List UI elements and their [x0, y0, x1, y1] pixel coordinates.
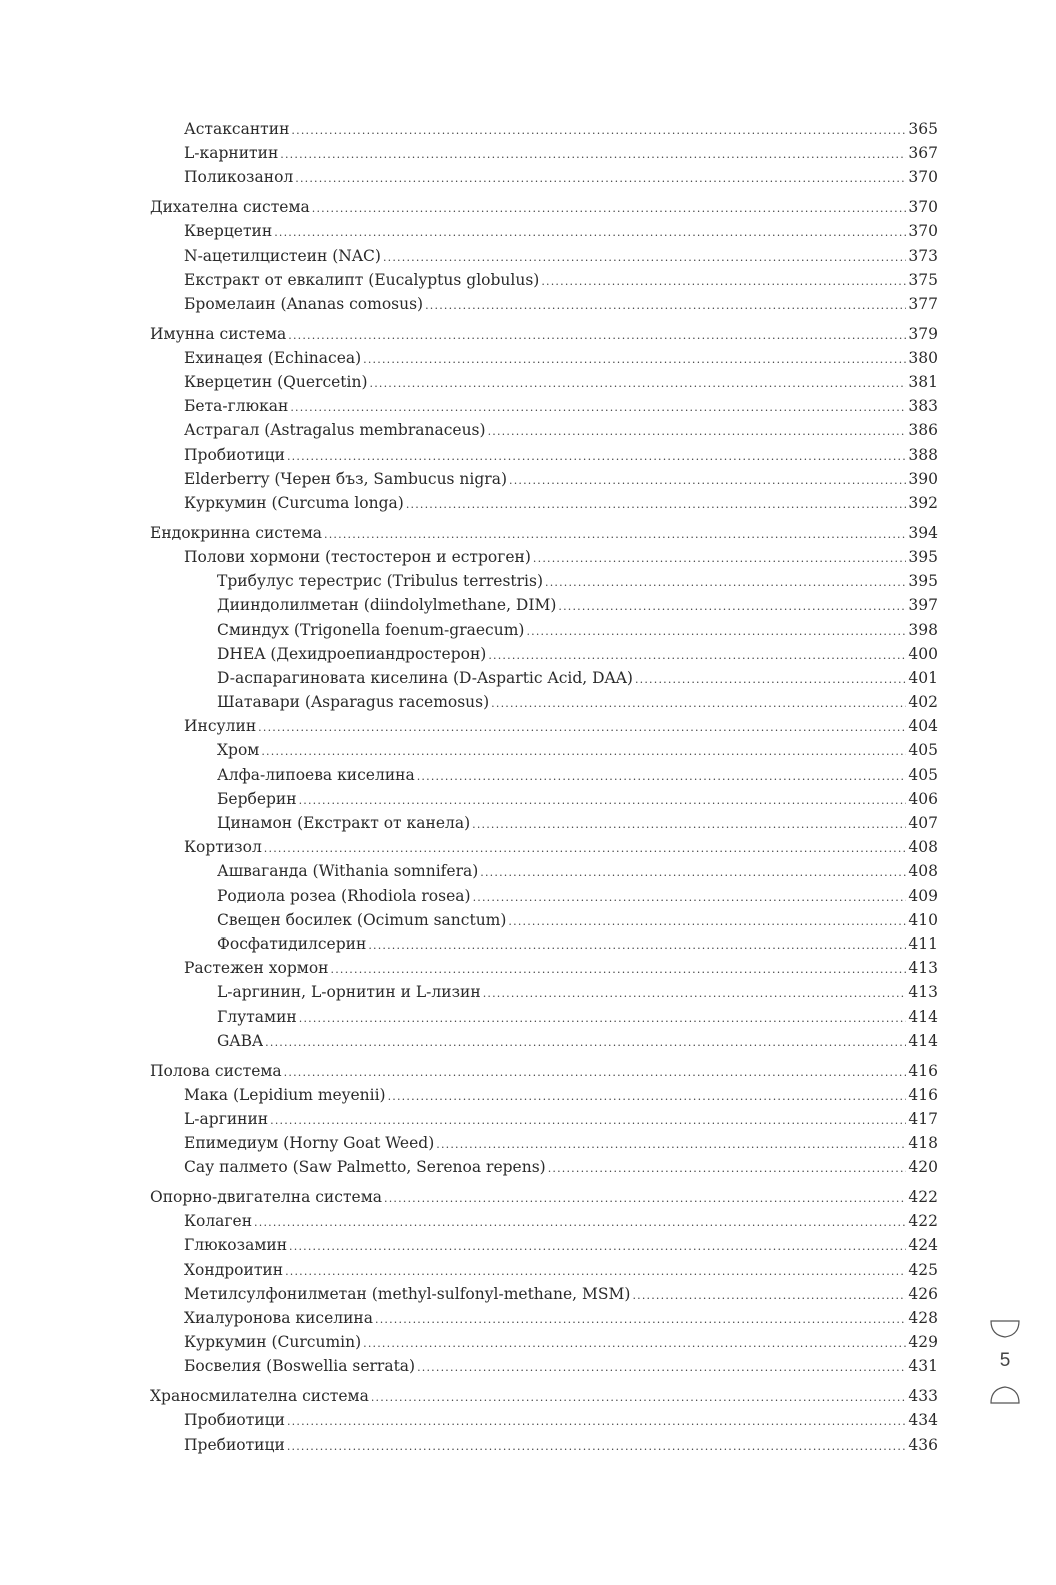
dot-leader: [491, 697, 906, 710]
toc-entry-page: 404: [908, 717, 938, 736]
dot-leader: [254, 1216, 906, 1229]
toc-entry-title: L-карнитин: [184, 144, 279, 163]
toc-entry-title: Хиалуронова киселина: [184, 1308, 374, 1327]
toc-entry-page: 380: [908, 348, 938, 367]
toc-entry-title: Метилсулфонилметан (methyl-sulfonyl-methane, MSM): [184, 1284, 631, 1303]
dot-leader: [508, 915, 906, 928]
toc-entry-title: Кверцетин (Quercetin): [184, 373, 368, 392]
dot-leader: [533, 552, 906, 565]
toc-entry: [150, 1285, 938, 1309]
toc-entry-title: Ехинацея (Echinacea): [184, 348, 362, 367]
dot-leader: [472, 818, 906, 831]
toc-entry: [150, 838, 938, 862]
dot-leader: [331, 963, 907, 976]
toc-entry: [150, 1032, 938, 1056]
toc-entry-title: Храносмилателна система: [150, 1387, 369, 1406]
toc-entry-page: 414: [908, 1031, 938, 1050]
toc-section-entry: [150, 1188, 938, 1212]
toc-entry-page: 392: [908, 494, 938, 512]
dot-leader: [280, 148, 906, 161]
toc-entry: [150, 271, 938, 295]
toc-entry-page: 431: [908, 1357, 938, 1376]
toc-entry-title: Кверцетин: [184, 222, 273, 241]
toc-entry-page: 381: [908, 373, 938, 392]
toc-entry-page: 370: [908, 168, 938, 187]
toc-entry: [150, 862, 938, 886]
toc-entry: [150, 572, 938, 596]
table-of-contents: [150, 120, 938, 1460]
toc-section-entry: [150, 198, 938, 222]
toc-entry-title: Пробиотици: [184, 1411, 285, 1430]
toc-entry-page: 386: [908, 421, 938, 440]
toc-entry-title: Глюкозамин: [184, 1236, 288, 1255]
toc-entry-title: Elderberry (Черен бъз, Sambucus nigra): [184, 469, 507, 488]
toc-entry: [150, 548, 938, 572]
toc-entry: [150, 1357, 938, 1381]
dot-leader: [295, 172, 906, 185]
toc-entry: [150, 766, 938, 790]
dot-leader: [425, 299, 906, 312]
toc-entry-title: D-аспарагиновата киселина (D-Aspartic Acid, DAA): [217, 668, 633, 687]
toc-section-entry: [150, 524, 938, 548]
toc-entry: [150, 1212, 938, 1236]
toc-entry-title: Куркумин (Curcuma longa): [184, 494, 404, 512]
toc-entry-title: Берберин: [217, 789, 297, 808]
toc-entry-title: Дихателна система: [150, 198, 310, 217]
toc-entry-title: Сминдух (Trigonella foenum-graecum): [217, 620, 525, 639]
toc-entry-title: Имунна система: [150, 324, 287, 343]
dot-leader: [488, 425, 907, 438]
toc-entry-title: Сау палмето (Saw Palmetto, Serenoa repens): [184, 1158, 546, 1177]
toc-entry-page: 410: [908, 910, 938, 929]
toc-section-entry: [150, 1062, 938, 1086]
toc-entry-page: 406: [908, 789, 938, 808]
toc-entry: [150, 1436, 938, 1460]
toc-entry-page: 436: [908, 1435, 938, 1454]
dot-leader: [375, 1313, 906, 1326]
toc-entry: [150, 887, 938, 911]
dot-leader: [406, 498, 907, 511]
toc-entry-page: 397: [908, 596, 938, 615]
toc-entry-title: Мака (Lepidium meyenii): [184, 1085, 386, 1104]
dot-leader: [261, 745, 906, 758]
dot-leader: [388, 1090, 907, 1103]
dot-leader: [480, 866, 906, 879]
toc-entry-page: 405: [908, 741, 938, 760]
toc-entry-title: Кортизол: [184, 838, 262, 857]
dot-leader: [488, 649, 906, 662]
toc-entry-page: 405: [908, 765, 938, 784]
dot-leader: [312, 202, 907, 215]
dot-leader: [274, 226, 906, 239]
page-number-marker: [985, 1316, 1025, 1408]
toc-entry-title: Хондроитин: [184, 1260, 284, 1279]
dot-leader: [270, 1114, 906, 1127]
toc-entry: [150, 494, 938, 518]
toc-entry-title: Поликозанол: [184, 168, 294, 187]
toc-entry-page: 420: [908, 1158, 938, 1177]
dot-leader: [632, 1289, 906, 1302]
toc-entry: [150, 1086, 938, 1110]
toc-entry-page: 424: [908, 1236, 938, 1255]
toc-entry-page: 367: [908, 144, 938, 163]
toc-entry-title: L-аргинин: [184, 1109, 269, 1128]
dot-leader: [509, 474, 906, 487]
toc-entry-page: 407: [908, 814, 938, 833]
toc-entry: [150, 1134, 938, 1158]
dot-leader: [287, 1415, 906, 1428]
toc-entry-title: Хром: [217, 741, 260, 760]
toc-entry-title: Бета-глюкан: [184, 397, 289, 416]
toc-entry: [150, 911, 938, 935]
toc-entry-title: Родиола розеа (Rhodiola rosea): [217, 886, 471, 905]
dot-leader: [384, 1192, 906, 1205]
dot-leader: [548, 1162, 907, 1175]
toc-entry-title: Дииндолилметан (diindolylmethane, DIM): [217, 596, 557, 615]
toc-entry-page: 414: [908, 1007, 938, 1026]
dot-leader: [383, 251, 906, 264]
toc-entry: [150, 741, 938, 765]
toc-entry: [150, 421, 938, 445]
toc-entry-page: 417: [908, 1109, 938, 1128]
toc-section-entry: [150, 1387, 938, 1411]
toc-entry-title: Фосфатидилсерин: [217, 934, 367, 953]
toc-entry-title: Шатавари (Asparagus racemosus): [217, 693, 490, 712]
toc-entry: [150, 669, 938, 693]
toc-entry-page: 370: [908, 198, 938, 217]
toc-entry: [150, 596, 938, 620]
toc-entry-page: 365: [908, 120, 938, 138]
toc-entry-page: 422: [908, 1212, 938, 1231]
dot-leader: [287, 450, 906, 463]
toc-entry-title: DHEA (Дехидроепиандростерон): [217, 644, 487, 663]
toc-entry: [150, 959, 938, 983]
toc-entry-title: N-ацетилцистеин (NAC): [184, 246, 381, 265]
dot-leader: [483, 987, 907, 1000]
toc-entry-page: 429: [908, 1333, 938, 1352]
toc-entry-page: 411: [908, 934, 938, 953]
dot-leader: [545, 576, 906, 589]
toc-entry: [150, 1261, 938, 1285]
dot-leader: [417, 1361, 906, 1374]
toc-entry: [150, 295, 938, 319]
toc-entry-title: Трибулус терестрис (Tribulus terrestris): [217, 572, 543, 591]
dot-leader: [324, 528, 906, 541]
toc-entry-title: Полова система: [150, 1061, 282, 1080]
toc-entry: [150, 1158, 938, 1182]
toc-entry-title: Опорно-двигателна система: [150, 1188, 382, 1207]
toc-entry-page: 383: [908, 397, 938, 416]
dot-leader: [370, 377, 907, 390]
dot-leader: [526, 625, 906, 638]
toc-entry-page: 413: [908, 983, 938, 1002]
toc-entry-title: Полови хормони (тестостерон и естроген): [184, 547, 531, 566]
toc-entry-title: Свещен босилек (Ocimum sanctum): [217, 910, 507, 929]
dot-leader: [285, 1265, 906, 1278]
toc-entry: [150, 120, 938, 144]
dot-leader: [258, 721, 906, 734]
toc-entry: [150, 983, 938, 1007]
toc-entry: [150, 397, 938, 421]
toc-entry: [150, 621, 938, 645]
toc-entry-title: L-аргинин, L-орнитин и L-лизин: [217, 983, 481, 1002]
toc-entry-title: GABA: [217, 1031, 264, 1050]
dot-leader: [291, 124, 906, 137]
toc-entry-title: Ашваганда (Withania somnifera): [217, 862, 479, 881]
toc-entry: [150, 1110, 938, 1134]
toc-entry-title: Екстракт от евкалипт (Eucalyptus globulus): [184, 270, 540, 289]
dot-leader: [363, 1337, 906, 1350]
toc-entry-page: 377: [908, 294, 938, 313]
toc-entry-page: 373: [908, 246, 938, 265]
toc-entry-page: 409: [908, 886, 938, 905]
toc-entry-title: Астрагал (Astragalus membranaceus): [184, 421, 486, 440]
toc-entry: [150, 470, 938, 494]
toc-entry-title: Глутамин: [217, 1007, 297, 1026]
toc-entry: [150, 717, 938, 741]
toc-entry: [150, 935, 938, 959]
toc-entry-page: 395: [908, 547, 938, 566]
toc-entry-page: 413: [908, 959, 938, 978]
toc-entry-title: Алфа-липоева киселина: [217, 765, 415, 784]
toc-entry: [150, 247, 938, 271]
toc-entry: [150, 693, 938, 717]
dot-leader: [558, 600, 906, 613]
dot-leader: [473, 891, 907, 904]
toc-entry: [150, 814, 938, 838]
toc-entry-page: 370: [908, 222, 938, 241]
toc-entry-page: 400: [908, 644, 938, 663]
toc-entry-page: 434: [908, 1411, 938, 1430]
page-number: 5: [999, 1350, 1011, 1371]
toc-entry-page: 416: [908, 1085, 938, 1104]
toc-entry: [150, 373, 938, 397]
dot-leader: [371, 1391, 907, 1404]
toc-entry: [150, 1333, 938, 1357]
dot-leader: [288, 329, 906, 342]
toc-entry-page: 375: [908, 270, 938, 289]
toc-entry: [150, 168, 938, 192]
toc-entry-title: Куркумин (Curcumin): [184, 1333, 362, 1352]
toc-entry-page: 416: [908, 1061, 938, 1080]
toc-entry-page: 388: [908, 445, 938, 464]
toc-entry-page: 398: [908, 620, 938, 639]
toc-entry-page: 422: [908, 1188, 938, 1207]
toc-entry-page: 426: [908, 1284, 938, 1303]
toc-entry-page: 401: [908, 668, 938, 687]
toc-entry: [150, 144, 938, 168]
toc-entry: [150, 446, 938, 470]
dot-leader: [417, 770, 907, 783]
toc-entry-title: Пребиотици: [184, 1435, 285, 1454]
dot-leader: [265, 1036, 906, 1049]
dot-leader: [287, 1440, 907, 1453]
dot-leader: [290, 401, 906, 414]
toc-entry-page: 408: [908, 838, 938, 857]
dot-leader: [289, 1240, 906, 1253]
toc-entry-title: Епимедиум (Horny Goat Weed): [184, 1134, 435, 1153]
toc-entry: [150, 349, 938, 373]
toc-entry-page: 379: [908, 324, 938, 343]
toc-entry-page: 425: [908, 1260, 938, 1279]
toc-section-entry: [150, 325, 938, 349]
toc-entry-page: 394: [908, 523, 938, 542]
toc-entry: [150, 1236, 938, 1260]
toc-entry-page: 408: [908, 862, 938, 881]
dot-leader: [436, 1138, 906, 1151]
toc-entry: [150, 645, 938, 669]
dot-leader: [635, 673, 906, 686]
toc-entry-page: 433: [908, 1387, 938, 1406]
toc-entry-title: Растежен хормон: [184, 959, 329, 978]
toc-entry-title: Цинамон (Екстракт от канела): [217, 814, 471, 833]
toc-entry-title: Бромелаин (Ananas comosus): [184, 294, 424, 313]
toc-entry: [150, 1008, 938, 1032]
toc-entry-page: 402: [908, 693, 938, 712]
toc-entry-page: 428: [908, 1308, 938, 1327]
toc-entry-title: Ендокринна система: [150, 523, 323, 542]
dot-leader: [264, 842, 907, 855]
toc-entry-title: Астаксантин: [184, 120, 290, 138]
dot-leader: [368, 939, 906, 952]
toc-entry: [150, 790, 938, 814]
toc-entry-title: Босвелия (Boswellia serrata): [184, 1357, 416, 1376]
toc-entry-title: Инсулин: [184, 717, 257, 736]
toc-entry: [150, 222, 938, 246]
dot-leader: [284, 1066, 907, 1079]
dot-leader: [363, 353, 906, 366]
toc-entry-page: 418: [908, 1134, 938, 1153]
toc-entry-page: 390: [908, 469, 938, 488]
toc-entry: [150, 1309, 938, 1333]
dot-leader: [299, 794, 907, 807]
toc-entry: [150, 1411, 938, 1435]
dot-leader: [299, 1012, 907, 1025]
toc-entry-page: 395: [908, 572, 938, 591]
toc-entry-title: Колаген: [184, 1212, 253, 1231]
toc-entry-title: Пробиотици: [184, 445, 285, 464]
dot-leader: [541, 275, 906, 288]
